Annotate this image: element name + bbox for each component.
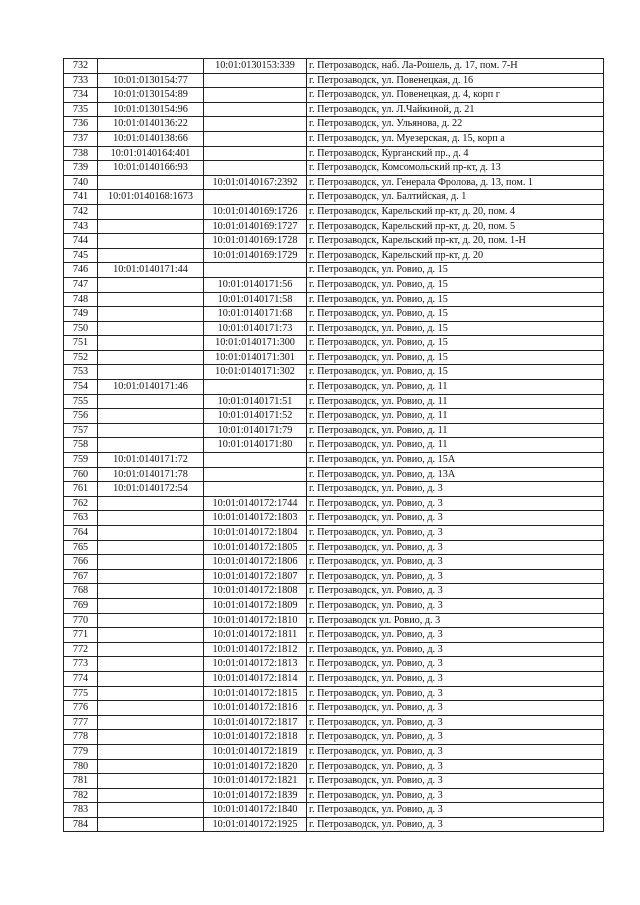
premises-cadastral-number-cell: 10:01:0140171:79 [204, 423, 307, 438]
table-row [64, 365, 604, 380]
address-cell: г. Петрозаводск, ул. Ровио, д. 3 [307, 642, 604, 657]
table-row [64, 482, 604, 497]
row-number-cell: 770 [64, 613, 98, 628]
address-cell: г. Петрозаводск, ул. Балтийская, д. 1 [307, 190, 604, 205]
land-cadastral-number-cell [98, 803, 204, 818]
table-row [64, 686, 604, 701]
address-cell: г. Петрозаводск, ул. Ровио, д. 3 [307, 803, 604, 818]
land-cadastral-number-cell [98, 219, 204, 234]
table-row [64, 423, 604, 438]
premises-cadastral-number-cell: 10:01:0140172:1816 [204, 701, 307, 716]
table-row [64, 598, 604, 613]
row-number-cell: 753 [64, 365, 98, 380]
premises-cadastral-number-cell: 10:01:0140169:1726 [204, 204, 307, 219]
address-cell: г. Петрозаводск, ул. Ровио, д. 15 [307, 350, 604, 365]
premises-cadastral-number-cell: 10:01:0140172:1805 [204, 540, 307, 555]
address-cell: г. Петрозаводск, ул. Ровио, д. 11 [307, 380, 604, 395]
table-row [64, 321, 604, 336]
table-row [64, 263, 604, 278]
row-number-cell: 739 [64, 161, 98, 176]
table-row [64, 569, 604, 584]
address-cell: г. Петрозаводск, ул. Л.Чайкиной, д. 21 [307, 102, 604, 117]
row-number-cell: 733 [64, 73, 98, 88]
address-cell: г. Петрозаводск, ул. Ровио, д. 3 [307, 759, 604, 774]
premises-cadastral-number-cell: 10:01:0140172:1817 [204, 715, 307, 730]
address-cell: г. Петрозаводск, ул. Ровио, д. 3 [307, 482, 604, 497]
table-row [64, 131, 604, 146]
land-cadastral-number-cell [98, 555, 204, 570]
land-cadastral-number-cell [98, 59, 204, 74]
premises-cadastral-number-cell [204, 88, 307, 103]
row-number-cell: 763 [64, 511, 98, 526]
land-cadastral-number-cell: 10:01:0140171:44 [98, 263, 204, 278]
row-number-cell: 743 [64, 219, 98, 234]
address-cell: г. Петрозаводск, ул. Ровио, д. 3 [307, 817, 604, 832]
table-row [64, 511, 604, 526]
premises-cadastral-number-cell: 10:01:0140171:52 [204, 409, 307, 424]
premises-cadastral-number-cell [204, 146, 307, 161]
table-row [64, 409, 604, 424]
premises-cadastral-number-cell [204, 263, 307, 278]
land-cadastral-number-cell: 10:01:0140171:46 [98, 380, 204, 395]
table-row [64, 744, 604, 759]
address-cell: г. Петрозаводск, Комсомольский пр-кт, д. 13 [307, 161, 604, 176]
row-number-cell: 782 [64, 788, 98, 803]
row-number-cell: 736 [64, 117, 98, 132]
land-cadastral-number-cell [98, 584, 204, 599]
premises-cadastral-number-cell [204, 117, 307, 132]
table-row [64, 701, 604, 716]
land-cadastral-number-cell: 10:01:0140138:66 [98, 131, 204, 146]
row-number-cell: 767 [64, 569, 98, 584]
table-row [64, 204, 604, 219]
address-cell: г. Петрозаводск, ул. Ровио, д. 3 [307, 598, 604, 613]
address-cell: г. Петрозаводск, ул. Ровио, д. 11 [307, 409, 604, 424]
land-cadastral-number-cell: 10:01:0140136:22 [98, 117, 204, 132]
address-cell: г. Петрозаводск, Карельский пр-кт, д. 20, пом. 5 [307, 219, 604, 234]
premises-cadastral-number-cell: 10:01:0140172:1807 [204, 569, 307, 584]
row-number-cell: 755 [64, 394, 98, 409]
row-number-cell: 769 [64, 598, 98, 613]
row-number-cell: 775 [64, 686, 98, 701]
table-row [64, 161, 604, 176]
document-page [63, 58, 604, 832]
address-cell: г. Петрозаводск, Карельский пр-кт, д. 20, пом. 1-Н [307, 234, 604, 249]
table-row [64, 453, 604, 468]
land-cadastral-number-cell [98, 774, 204, 789]
row-number-cell: 748 [64, 292, 98, 307]
land-cadastral-number-cell [98, 496, 204, 511]
premises-cadastral-number-cell [204, 161, 307, 176]
premises-cadastral-number-cell [204, 453, 307, 468]
land-cadastral-number-cell [98, 350, 204, 365]
table-row [64, 715, 604, 730]
premises-cadastral-number-cell: 10:01:0140171:51 [204, 394, 307, 409]
premises-cadastral-number-cell: 10:01:0140172:1812 [204, 642, 307, 657]
land-cadastral-number-cell: 10:01:0130154:77 [98, 73, 204, 88]
table-row [64, 817, 604, 832]
premises-cadastral-number-cell: 10:01:0140172:1925 [204, 817, 307, 832]
land-cadastral-number-cell [98, 671, 204, 686]
land-cadastral-number-cell [98, 409, 204, 424]
table-row [64, 175, 604, 190]
address-cell: г. Петрозаводск, Карельский пр-кт, д. 20 [307, 248, 604, 263]
address-cell: г. Петрозаводск, ул. Ровио, д. 13А [307, 467, 604, 482]
land-cadastral-number-cell [98, 701, 204, 716]
land-cadastral-number-cell [98, 234, 204, 249]
premises-cadastral-number-cell: 10:01:0140172:1810 [204, 613, 307, 628]
address-cell: г. Петрозаводск, ул. Ровио, д. 3 [307, 555, 604, 570]
row-number-cell: 781 [64, 774, 98, 789]
row-number-cell: 762 [64, 496, 98, 511]
row-number-cell: 774 [64, 671, 98, 686]
table-row [64, 438, 604, 453]
premises-cadastral-number-cell: 10:01:0140172:1806 [204, 555, 307, 570]
table-row [64, 234, 604, 249]
land-cadastral-number-cell [98, 817, 204, 832]
row-number-cell: 780 [64, 759, 98, 774]
land-cadastral-number-cell: 10:01:0140164:401 [98, 146, 204, 161]
land-cadastral-number-cell [98, 307, 204, 322]
land-cadastral-number-cell [98, 248, 204, 263]
address-cell: г. Петрозаводск, ул. Ровио, д. 3 [307, 701, 604, 716]
row-number-cell: 747 [64, 277, 98, 292]
land-cadastral-number-cell [98, 423, 204, 438]
table-row [64, 628, 604, 643]
premises-cadastral-number-cell: 10:01:0140172:1744 [204, 496, 307, 511]
premises-cadastral-number-cell: 10:01:0140172:1804 [204, 526, 307, 541]
table-row [64, 277, 604, 292]
address-cell: г. Петрозаводск, ул. Ровио, д. 15 [307, 365, 604, 380]
table-row [64, 642, 604, 657]
row-number-cell: 760 [64, 467, 98, 482]
row-number-cell: 745 [64, 248, 98, 263]
address-cell: г. Петрозаводск, ул. Повенецкая, д. 4, корп г [307, 88, 604, 103]
premises-cadastral-number-cell: 10:01:0140169:1728 [204, 234, 307, 249]
row-number-cell: 766 [64, 555, 98, 570]
land-cadastral-number-cell [98, 438, 204, 453]
table-row [64, 671, 604, 686]
address-cell: г. Петрозаводск, ул. Генерала Фролова, д. 13, пом. 1 [307, 175, 604, 190]
address-cell: г. Петрозаводск, ул. Ровио, д. 3 [307, 584, 604, 599]
address-cell: г. Петрозаводск, Карельский пр-кт, д. 20, пом. 4 [307, 204, 604, 219]
premises-cadastral-number-cell: 10:01:0140171:58 [204, 292, 307, 307]
address-cell: г. Петрозаводск, ул. Ровио, д. 3 [307, 788, 604, 803]
table-row [64, 730, 604, 745]
address-cell: г. Петрозаводск, ул. Ровио, д. 15А [307, 453, 604, 468]
land-cadastral-number-cell: 10:01:0140171:72 [98, 453, 204, 468]
land-cadastral-number-cell [98, 613, 204, 628]
address-cell: г. Петрозаводск, ул. Ровио, д. 3 [307, 715, 604, 730]
table-row [64, 307, 604, 322]
land-cadastral-number-cell [98, 628, 204, 643]
address-cell: г. Петрозаводск, ул. Ровио, д. 15 [307, 292, 604, 307]
premises-cadastral-number-cell: 10:01:0140172:1814 [204, 671, 307, 686]
premises-cadastral-number-cell: 10:01:0140172:1818 [204, 730, 307, 745]
premises-cadastral-number-cell: 10:01:0140171:301 [204, 350, 307, 365]
table-row [64, 774, 604, 789]
table-row [64, 394, 604, 409]
address-cell: г. Петрозаводск, ул. Ровио, д. 15 [307, 307, 604, 322]
row-number-cell: 771 [64, 628, 98, 643]
premises-cadastral-number-cell: 10:01:0140172:1811 [204, 628, 307, 643]
row-number-cell: 772 [64, 642, 98, 657]
premises-cadastral-number-cell: 10:01:0140172:1839 [204, 788, 307, 803]
table-row [64, 657, 604, 672]
address-cell: г. Петрозаводск, ул. Ровио, д. 3 [307, 657, 604, 672]
row-number-cell: 779 [64, 744, 98, 759]
address-cell: г. Петрозаводск, Курганский пр., д. 4 [307, 146, 604, 161]
table-row [64, 219, 604, 234]
premises-cadastral-number-cell: 10:01:0140169:1729 [204, 248, 307, 263]
row-number-cell: 735 [64, 102, 98, 117]
row-number-cell: 737 [64, 131, 98, 146]
premises-cadastral-number-cell: 10:01:0140172:1815 [204, 686, 307, 701]
row-number-cell: 761 [64, 482, 98, 497]
address-cell: г. Петрозаводск, ул. Ровио, д. 11 [307, 438, 604, 453]
address-cell: г. Петрозаводск, ул. Ровио, д. 15 [307, 336, 604, 351]
premises-cadastral-number-cell: 10:01:0140172:1820 [204, 759, 307, 774]
land-cadastral-number-cell [98, 569, 204, 584]
premises-cadastral-number-cell [204, 73, 307, 88]
land-cadastral-number-cell [98, 598, 204, 613]
premises-cadastral-number-cell: 10:01:0140171:302 [204, 365, 307, 380]
premises-cadastral-number-cell: 10:01:0140172:1840 [204, 803, 307, 818]
row-number-cell: 777 [64, 715, 98, 730]
land-cadastral-number-cell [98, 788, 204, 803]
land-cadastral-number-cell: 10:01:0140168:1673 [98, 190, 204, 205]
address-cell: г. Петрозаводск ул. Ровио, д. 3 [307, 613, 604, 628]
table-row [64, 117, 604, 132]
row-number-cell: 749 [64, 307, 98, 322]
address-cell: г. Петрозаводск, ул. Ровио, д. 3 [307, 540, 604, 555]
property-register-table [63, 58, 604, 832]
table-row [64, 336, 604, 351]
land-cadastral-number-cell: 10:01:0130154:89 [98, 88, 204, 103]
premises-cadastral-number-cell: 10:01:0140172:1819 [204, 744, 307, 759]
land-cadastral-number-cell [98, 394, 204, 409]
table-row [64, 584, 604, 599]
land-cadastral-number-cell: 10:01:0140172:54 [98, 482, 204, 497]
row-number-cell: 758 [64, 438, 98, 453]
land-cadastral-number-cell [98, 336, 204, 351]
premises-cadastral-number-cell: 10:01:0140171:73 [204, 321, 307, 336]
table-row [64, 759, 604, 774]
row-number-cell: 768 [64, 584, 98, 599]
row-number-cell: 778 [64, 730, 98, 745]
address-cell: г. Петрозаводск, ул. Ровио, д. 15 [307, 263, 604, 278]
premises-cadastral-number-cell [204, 467, 307, 482]
table-row [64, 467, 604, 482]
premises-cadastral-number-cell: 10:01:0140172:1809 [204, 598, 307, 613]
land-cadastral-number-cell [98, 526, 204, 541]
address-cell: г. Петрозаводск, ул. Ровио, д. 3 [307, 526, 604, 541]
address-cell: г. Петрозаводск, ул. Ровио, д. 15 [307, 277, 604, 292]
table-row [64, 555, 604, 570]
table-row [64, 248, 604, 263]
row-number-cell: 744 [64, 234, 98, 249]
address-cell: г. Петрозаводск, ул. Ульянова, д. 22 [307, 117, 604, 132]
table-row [64, 102, 604, 117]
premises-cadastral-number-cell: 10:01:0140172:1808 [204, 584, 307, 599]
premises-cadastral-number-cell: 10:01:0140172:1813 [204, 657, 307, 672]
row-number-cell: 783 [64, 803, 98, 818]
land-cadastral-number-cell [98, 715, 204, 730]
address-cell: г. Петрозаводск, ул. Ровио, д. 3 [307, 569, 604, 584]
row-number-cell: 759 [64, 453, 98, 468]
row-number-cell: 734 [64, 88, 98, 103]
premises-cadastral-number-cell: 10:01:0140171:80 [204, 438, 307, 453]
premises-cadastral-number-cell: 10:01:0130153:339 [204, 59, 307, 74]
premises-cadastral-number-cell [204, 482, 307, 497]
land-cadastral-number-cell [98, 686, 204, 701]
land-cadastral-number-cell [98, 204, 204, 219]
row-number-cell: 773 [64, 657, 98, 672]
land-cadastral-number-cell [98, 744, 204, 759]
land-cadastral-number-cell [98, 365, 204, 380]
premises-cadastral-number-cell [204, 190, 307, 205]
premises-cadastral-number-cell [204, 102, 307, 117]
table-row [64, 803, 604, 818]
address-cell: г. Петрозаводск, ул. Ровио, д. 11 [307, 394, 604, 409]
land-cadastral-number-cell [98, 657, 204, 672]
address-cell: г. Петрозаводск, ул. Муезерская, д. 15, корп а [307, 131, 604, 146]
address-cell: г. Петрозаводск, ул. Повенецкая, д. 16 [307, 73, 604, 88]
premises-cadastral-number-cell: 10:01:0140169:1727 [204, 219, 307, 234]
row-number-cell: 757 [64, 423, 98, 438]
table-row [64, 292, 604, 307]
land-cadastral-number-cell [98, 277, 204, 292]
address-cell: г. Петрозаводск, ул. Ровио, д. 3 [307, 730, 604, 745]
table-row [64, 88, 604, 103]
premises-cadastral-number-cell [204, 380, 307, 395]
address-cell: г. Петрозаводск, ул. Ровио, д. 11 [307, 423, 604, 438]
address-cell: г. Петрозаводск, ул. Ровио, д. 3 [307, 686, 604, 701]
row-number-cell: 784 [64, 817, 98, 832]
address-cell: г. Петрозаводск, ул. Ровио, д. 3 [307, 496, 604, 511]
premises-cadastral-number-cell: 10:01:0140171:68 [204, 307, 307, 322]
table-row [64, 788, 604, 803]
land-cadastral-number-cell: 10:01:0130154:96 [98, 102, 204, 117]
premises-cadastral-number-cell: 10:01:0140172:1803 [204, 511, 307, 526]
land-cadastral-number-cell [98, 511, 204, 526]
land-cadastral-number-cell [98, 292, 204, 307]
table-row [64, 526, 604, 541]
land-cadastral-number-cell [98, 321, 204, 336]
land-cadastral-number-cell [98, 759, 204, 774]
land-cadastral-number-cell [98, 540, 204, 555]
address-cell: г. Петрозаводск, ул. Ровио, д. 3 [307, 774, 604, 789]
table-row [64, 350, 604, 365]
table-row [64, 496, 604, 511]
row-number-cell: 740 [64, 175, 98, 190]
land-cadastral-number-cell [98, 175, 204, 190]
land-cadastral-number-cell: 10:01:0140171:78 [98, 467, 204, 482]
table-row [64, 190, 604, 205]
address-cell: г. Петрозаводск, наб. Ла-Рошель, д. 17, пом. 7-Н [307, 59, 604, 74]
table-row [64, 540, 604, 555]
table-row [64, 59, 604, 74]
table-row [64, 613, 604, 628]
row-number-cell: 746 [64, 263, 98, 278]
row-number-cell: 764 [64, 526, 98, 541]
table-row [64, 73, 604, 88]
row-number-cell: 765 [64, 540, 98, 555]
row-number-cell: 776 [64, 701, 98, 716]
row-number-cell: 742 [64, 204, 98, 219]
address-cell: г. Петрозаводск, ул. Ровио, д. 3 [307, 511, 604, 526]
row-number-cell: 732 [64, 59, 98, 74]
premises-cadastral-number-cell [204, 131, 307, 146]
register-table-body [64, 59, 604, 832]
table-row [64, 380, 604, 395]
address-cell: г. Петрозаводск, ул. Ровио, д. 3 [307, 671, 604, 686]
land-cadastral-number-cell [98, 730, 204, 745]
row-number-cell: 750 [64, 321, 98, 336]
premises-cadastral-number-cell: 10:01:0140171:300 [204, 336, 307, 351]
row-number-cell: 751 [64, 336, 98, 351]
row-number-cell: 741 [64, 190, 98, 205]
row-number-cell: 752 [64, 350, 98, 365]
address-cell: г. Петрозаводск, ул. Ровио, д. 3 [307, 628, 604, 643]
row-number-cell: 754 [64, 380, 98, 395]
row-number-cell: 756 [64, 409, 98, 424]
address-cell: г. Петрозаводск, ул. Ровио, д. 15 [307, 321, 604, 336]
row-number-cell: 738 [64, 146, 98, 161]
premises-cadastral-number-cell: 10:01:0140171:56 [204, 277, 307, 292]
premises-cadastral-number-cell: 10:01:0140167:2392 [204, 175, 307, 190]
land-cadastral-number-cell: 10:01:0140166:93 [98, 161, 204, 176]
address-cell: г. Петрозаводск, ул. Ровио, д. 3 [307, 744, 604, 759]
table-row [64, 146, 604, 161]
premises-cadastral-number-cell: 10:01:0140172:1821 [204, 774, 307, 789]
land-cadastral-number-cell [98, 642, 204, 657]
